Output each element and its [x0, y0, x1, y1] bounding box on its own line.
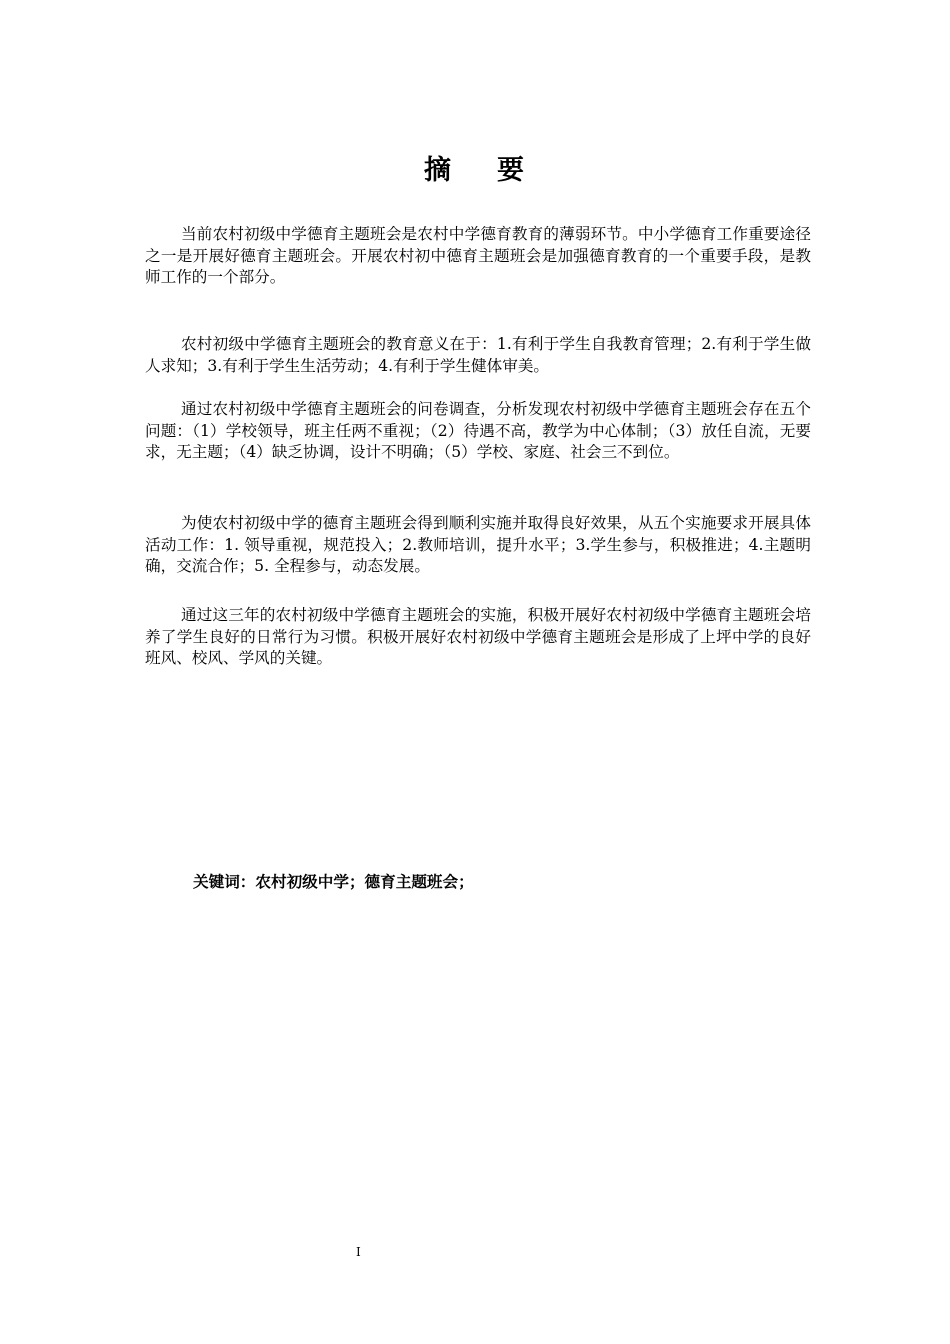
- abstract-paragraph-3: 通过农村初级中学德育主题班会的问卷调查，分析发现农村初级中学德育主题班会存在五个问题：（1）学校领导，班主任两不重视；（2）待遇不高，教学为中心体制；（3）放任自流，无要求，无主题；（4）缺乏协调，设计不明确；（5）学校、家庭、社会三不到位。: [145, 400, 811, 461]
- abstract-paragraph-1: 当前农村初级中学德育主题班会是农村中学德育教育的薄弱环节。中小学德育工作重要途径之一是开展好德育主题班会。开展农村初中德育主题班会是加强德育教育的一个重要手段，是教师工作的一个部分。: [145, 225, 811, 286]
- keywords-line: 关键词：农村初级中学；德育主题班会；: [193, 873, 474, 891]
- abstract-paragraph-4: 为使农村初级中学的德育主题班会得到顺利实施并取得良好效果，从五个实施要求开展具体活动工作：1. 领导重视，规范投入；2.教师培训，提升水平；3.学生参与，积极推进；4.主题明确，交流合作；5. 全程参与，动态发展。: [145, 514, 811, 575]
- title-char-2: 要: [497, 155, 526, 187]
- abstract-paragraph-2: 农村初级中学德育主题班会的教育意义在于：1.有利于学生自我教育管理；2.有利于学生做人求知；3.有利于学生生活劳动；4.有利于学生健体审美。: [145, 335, 811, 375]
- abstract-title: [0, 148, 950, 187]
- page-number: I: [356, 1245, 361, 1259]
- abstract-paragraph-5: 通过这三年的农村初级中学德育主题班会的实施，积极开展好农村初级中学德育主题班会培养了学生良好的日常行为习惯。积极开展好农村初级中学德育主题班会是形成了上坪中学的良好班风、校风、学风的关键。: [145, 606, 811, 667]
- title-char-1: 摘: [424, 155, 453, 187]
